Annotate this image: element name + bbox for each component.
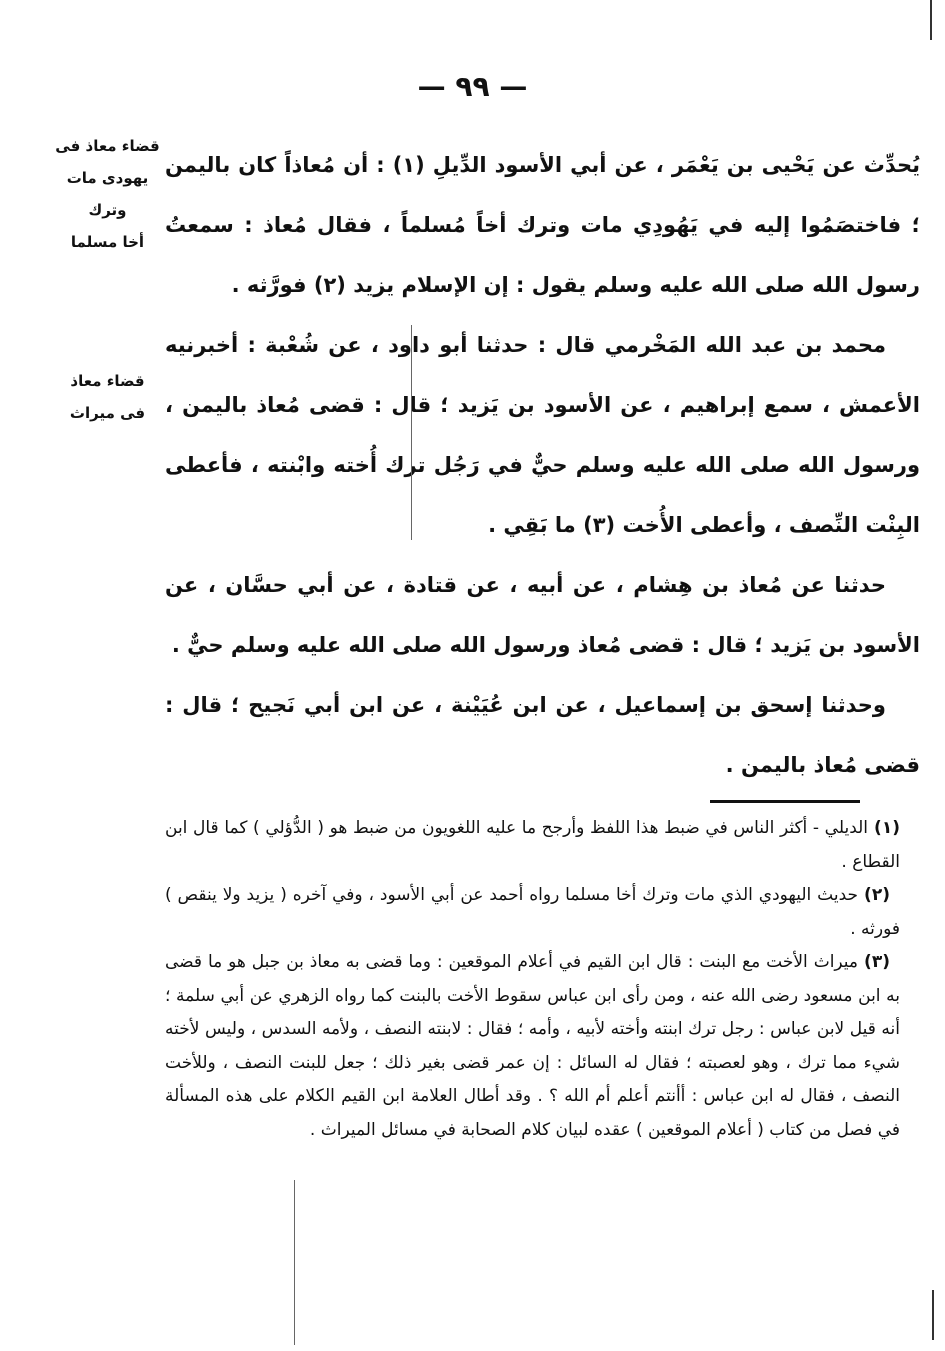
paragraph-hisham-chain: حدثنا عن مُعاذ بن هِشام ، عن أبيه ، عن قتادة ، عن أبي حسَّان ، عن الأسود بن يَزيد ؛ قال : قضى مُعاذ ورسول الله صلى الله عليه وسلم حيٌّ . bbox=[165, 573, 920, 657]
side-note-line: فى ميراث bbox=[69, 404, 146, 422]
footnote-2 bbox=[165, 879, 900, 946]
side-note-line: قضاء معاذ فى bbox=[55, 137, 160, 155]
paragraph-muadh-jewish: يُحدِّث عن يَحْيى بن يَعْمَر ، عن أبي الأسود الدِّيلِ (١) : أن مُعاذاً كان باليمن ؛ فاختصَمُوا إليه في يَهُودِي مات وترك أخاً مُسلماً ، فقال مُعاذ : سمعتُ رسول الله صلى الله عليه وسلم يقول : إن الإسلام يزيد (٢) فورَّثه . bbox=[165, 153, 920, 297]
scan-edge-mark bbox=[932, 1290, 934, 1340]
footnote-number: (٣) bbox=[864, 952, 890, 972]
footnote-text: ميراث الأخت مع البنت : قال ابن القيم في أعلام الموقعين : وما قضى به معاذ بن جبل هو ما قضى به ابن مسعود رضى الله عنه ، ومن رأى ابن عباس سقوط الأخت بالبنت كما رواه الزهري عن أبي سلمة ؛ أنه قيل لابن عباس : رجل ترك ابنته وأخته لأبيه ، وأمه ؛ فقال : لابنته النصف ، ولأمه السدس ، وليس لأخته شيء مما ترك ، وهو لعصبته ؛ فقال له السائل : إن عمر قضى بغير ذلك ؛ جعل للبنت النصف ، وللأخت النصف ، فقال له ابن عباس : أأنتم أعلم أم الله ؟ . وقد أطال العلامة ابن القيم الكلام على هذه المسألة في فصل من كتاب ( أعلام الموقعين ) عقده لبيان كلام الصحابة في مسائل الميراث . bbox=[165, 952, 900, 1140]
footnote-number: (١) bbox=[874, 818, 900, 838]
footnote-number: (٢) bbox=[864, 885, 890, 905]
side-note-line: قضاء معاذ bbox=[70, 372, 145, 390]
paragraph-ishaq-chain: وحدثنا إسحق بن إسماعيل ، عن ابن عُيَيْنة ، عن ابن أبي نَجيح ؛ قال : قضى مُعاذ باليمن . bbox=[165, 693, 920, 777]
page-number: — ٩٩ — bbox=[417, 70, 528, 103]
footnote-separator bbox=[710, 800, 860, 803]
scan-edge-mark bbox=[930, 0, 932, 40]
paragraph-muadh-inheritance: محمد بن عبد الله المَخْرمي قال : حدثنا أبو داود ، عن شُعْبة : أخبرنيه الأعمش ، سمع إبراهيم ، عن الأسود بن يَزيد ؛ قال : قضى مُعاذ باليمن ، ورسول الله صلى الله عليه وسلم حيٌّ في رَجُل ترك أُخته وابْنته ، فأعطى البِنْت النِّصف ، وأعطى الأُخت (٣) ما بَقِي . bbox=[165, 333, 920, 537]
footnote-3 bbox=[165, 946, 900, 1147]
scan-fold-line bbox=[411, 325, 412, 540]
footnote-1 bbox=[165, 812, 900, 879]
scan-fold-line bbox=[294, 1180, 295, 1345]
footnotes bbox=[165, 812, 900, 1147]
side-note-inheritance bbox=[50, 365, 165, 429]
side-note-line: يهودى مات وترك bbox=[66, 169, 149, 219]
footnote-text: حديث اليهودي الذي مات وترك أخا مسلما رواه أحمد عن أبي الأسود ، وفي آخره ( يزيد ولا ينقص ) فورثه . bbox=[165, 885, 900, 939]
footnote-text: الديلي - أكثر الناس في ضبط هذا اللفظ وأرجح ما عليه اللغويون من ضبط هو ( الدُّؤلي ) كما قال ابن القطاع . bbox=[165, 818, 900, 872]
side-note-jewish-brother bbox=[50, 130, 165, 258]
main-text bbox=[165, 135, 920, 795]
side-note-line: أخا مسلما bbox=[70, 233, 145, 251]
